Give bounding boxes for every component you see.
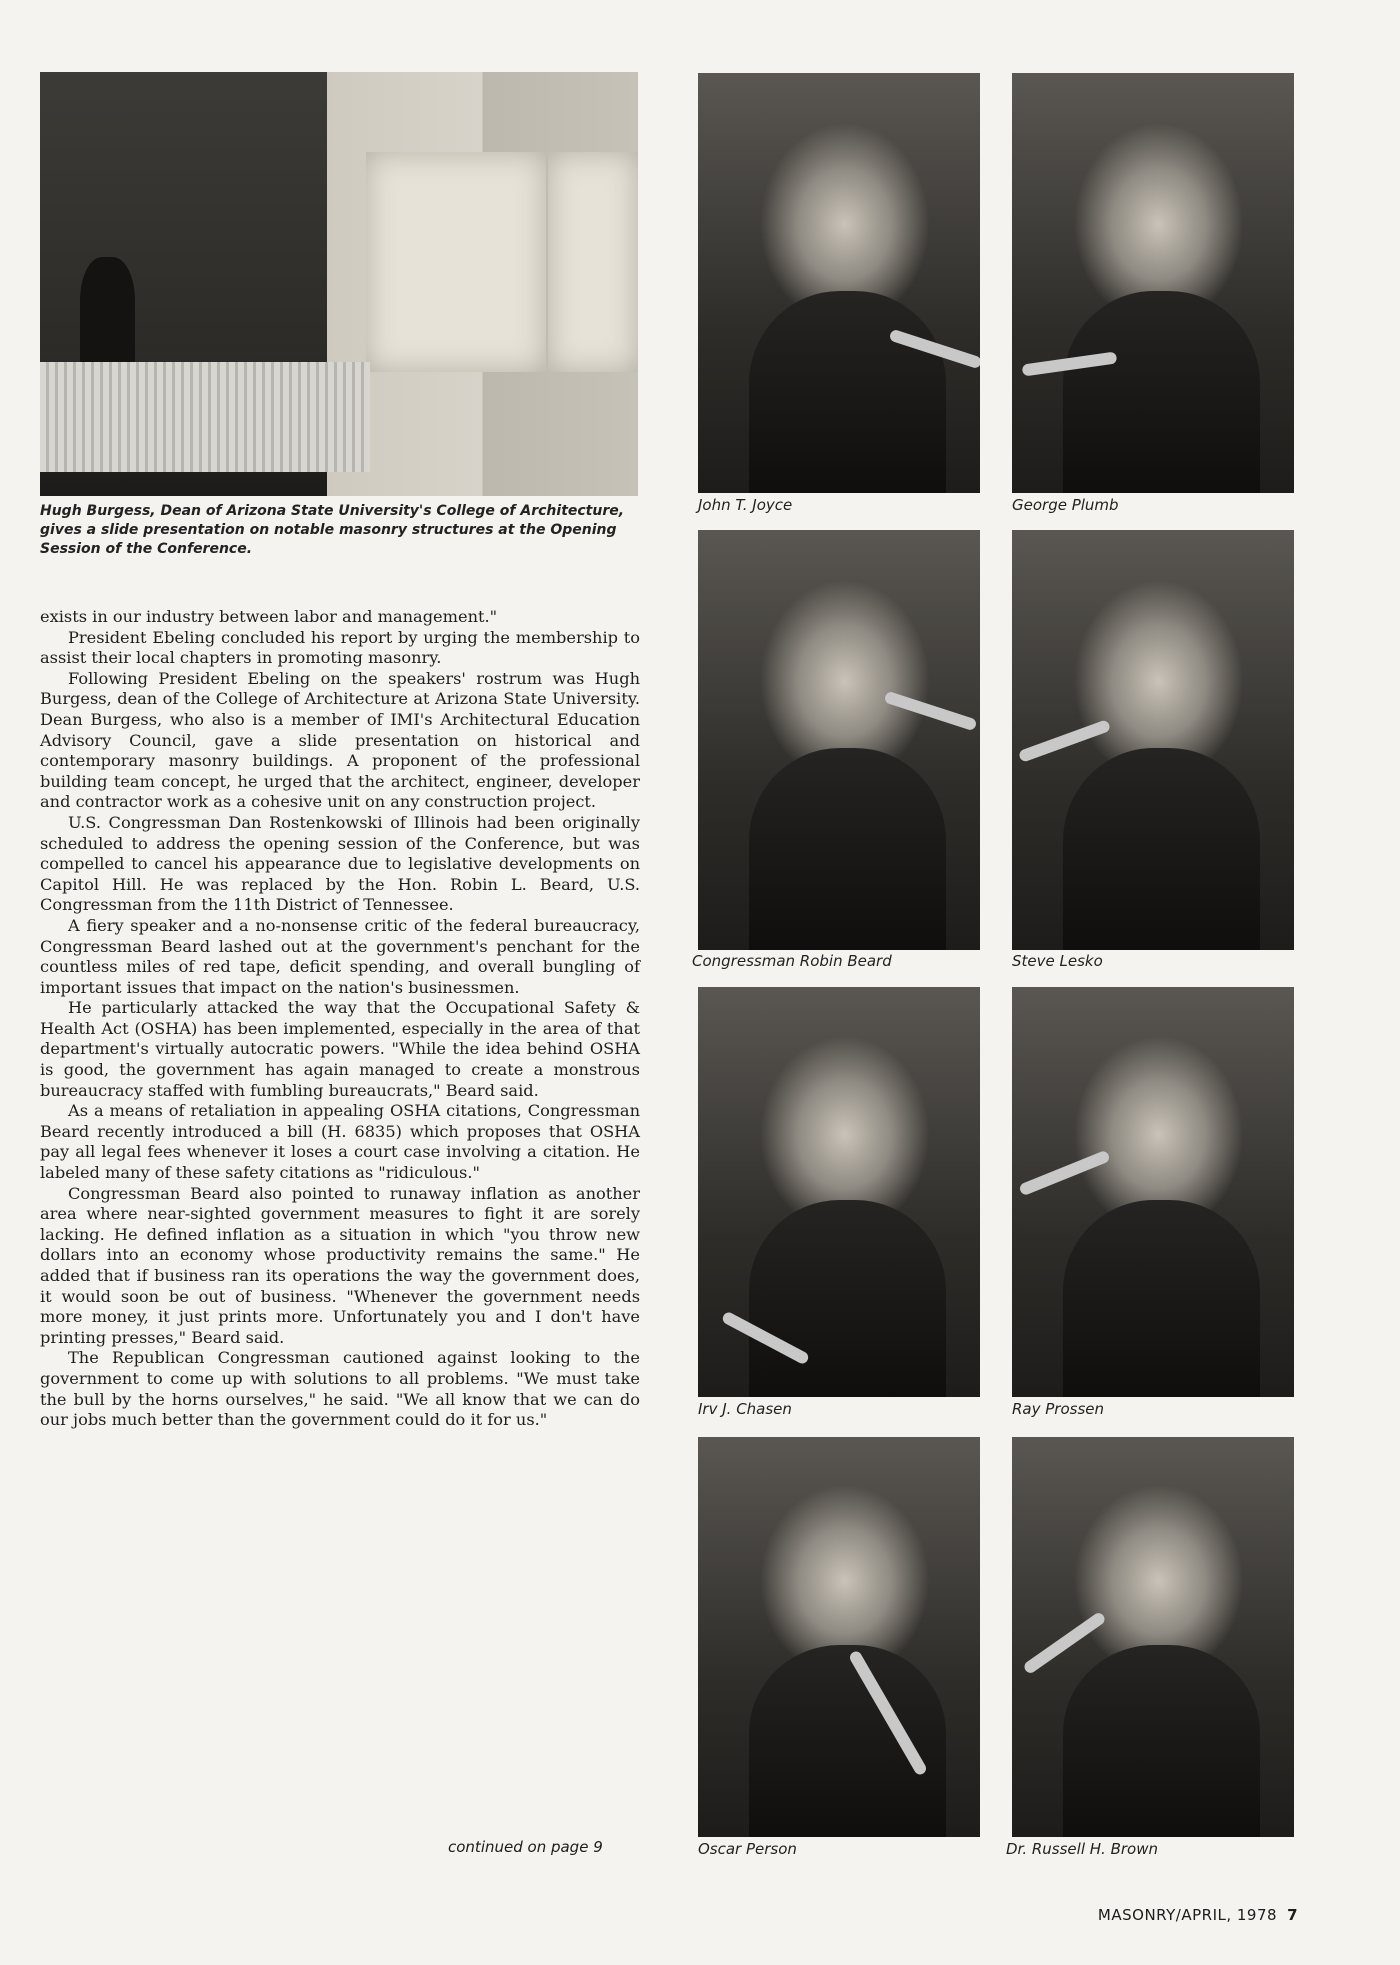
- portrait-caption: Oscar Person: [698, 1840, 797, 1858]
- page-number: 7: [1287, 1906, 1298, 1924]
- paragraph: Congressman Beard also pointed to runaway inflation as another area where near-sighted government measures to fight it are sorely lacking. He defined inflation as a situation in which "you throw new dollars into an economy whose productivity remains the same." He added that if business ran its operations the way the government does, it would soon be out of business. "Whenever the government needs more money, it just prints more. Unfortunately you and I don't have printing presses," Beard said.: [40, 1183, 640, 1347]
- portrait-caption: Congressman Robin Beard: [692, 952, 892, 970]
- portrait-photo-russell-h-brown: [1012, 1437, 1294, 1837]
- portrait-caption: Dr. Russell H. Brown: [1006, 1840, 1158, 1858]
- page-footer: [1098, 1906, 1298, 1924]
- paragraph: U.S. Congressman Dan Rostenkowski of Illinois had been originally scheduled to address the opening session of the Conference, but was compelled to cancel his appearance due to legislative developments on Capitol Hill. He was replaced by the Hon. Robin L. Beard, U.S. Congressman from the 11th District of Tennessee.: [40, 812, 640, 915]
- continued-note: continued on page 9: [448, 1838, 603, 1856]
- portrait-caption: Ray Prossen: [1012, 1400, 1105, 1418]
- paragraph: exists in our industry between labor and management.": [40, 607, 498, 626]
- portrait-photo-robin-beard: [698, 530, 980, 950]
- paragraph: A fiery speaker and a no-nonsense critic of the federal bureaucracy, Congressman Beard lashed out at the government's penchant for the countless miles of red tape, deficit spending, and overall bungling of important issues that impact on the nation's businessmen.: [40, 915, 640, 997]
- portrait-photo-oscar-person: [698, 1437, 980, 1837]
- portrait-photo-john-t-joyce: [698, 73, 980, 493]
- portrait-caption: John T. Joyce: [698, 496, 793, 514]
- portrait-caption: George Plumb: [1012, 496, 1119, 514]
- paragraph: He particularly attacked the way that the Occupational Safety & Health Act (OSHA) has been implemented, especially in the area of that department's virtually autocratic powers. "While the idea behind OSHA is good, the government has again managed to create a monstrous bureaucracy staffed with fumbling bureaucrats," Beard said.: [40, 998, 640, 1100]
- portrait-photo-steve-lesko: [1012, 530, 1294, 950]
- hero-photo-caption: Hugh Burgess, Dean of Arizona State University's College of Architecture, gives a slide presentation on notable masonry structures at the Opening Session of the Conference.: [40, 503, 625, 557]
- article-body: [40, 607, 640, 1431]
- portrait-caption: Steve Lesko: [1012, 952, 1103, 970]
- portrait-photo-irv-j-chasen: [698, 987, 980, 1397]
- publication-issue: MASONRY/APRIL, 1978: [1097, 1906, 1278, 1924]
- portrait-photo-george-plumb: [1012, 73, 1294, 493]
- paragraph: President Ebeling concluded his report by urging the membership to assist their local chapters in promoting masonry.: [40, 627, 640, 668]
- paragraph: The Republican Congressman cautioned against looking to the government to come up with solutions to all problems. "We must take the bull by the horns ourselves," he said. "We all know that we can do our jobs much better than the government could do it for us.": [40, 1348, 640, 1430]
- paragraph: Following President Ebeling on the speakers' rostrum was Hugh Burgess, dean of the College of Architecture at Arizona State University. Dean Burgess, who also is a member of IMI's Architectural Education Advisory Council, gave a slide presentation on historical and contemporary masonry buildings. A proponent of the professional building team concept, he urged that the architect, engineer, developer and contractor work as a cohesive unit on any construction project.: [40, 668, 640, 812]
- slide-presentation-photo: [40, 72, 638, 496]
- paragraph: As a means of retaliation in appealing OSHA citations, Congressman Beard recently introduced a bill (H. 6835) which proposes that OSHA pay all legal fees whenever it loses a court case involving a citation. He labeled many of these safety citations as "ridiculous.": [40, 1101, 640, 1183]
- portrait-photo-ray-prossen: [1012, 987, 1294, 1397]
- portrait-caption: Irv J. Chasen: [698, 1400, 792, 1418]
